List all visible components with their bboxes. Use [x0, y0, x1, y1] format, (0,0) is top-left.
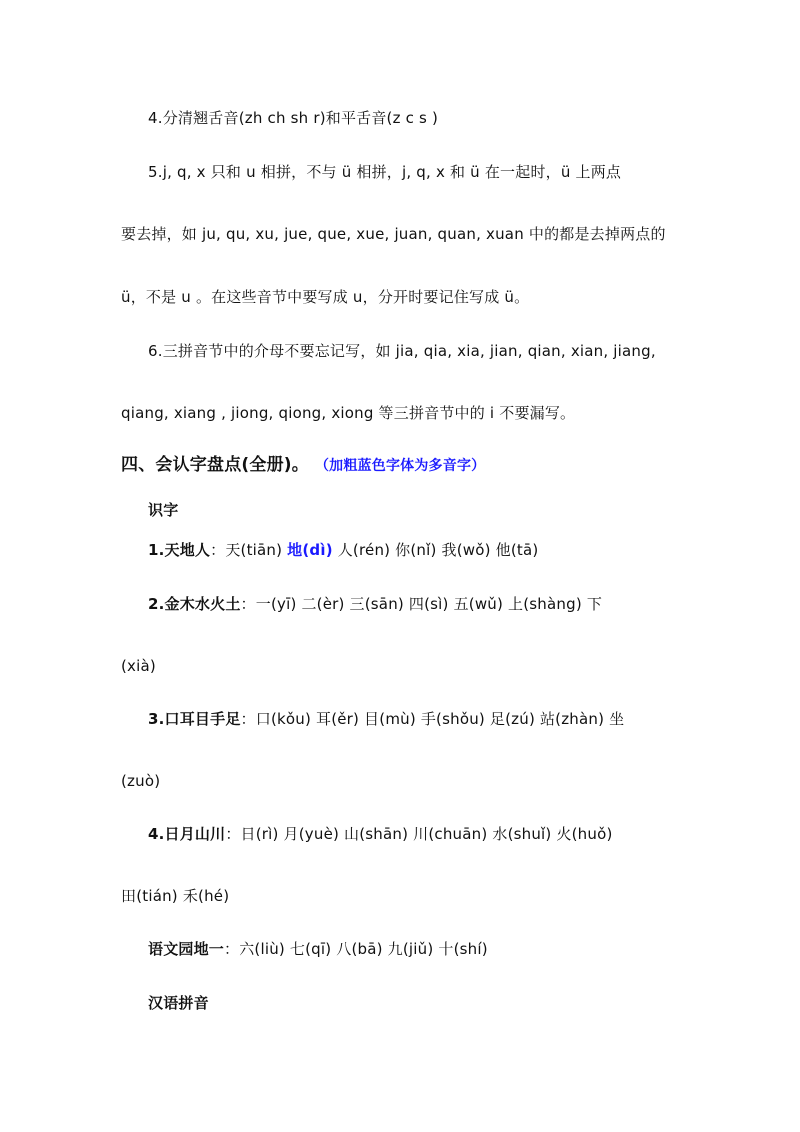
- lesson-1-colon: ：: [210, 541, 226, 559]
- subheading-pinyin: 汉语拼音: [148, 994, 209, 1012]
- lesson-1-text-before: 天(tiān): [225, 541, 288, 559]
- yuwen-yuandi-1-text: 六(liù) 七(qī) 八(bā) 九(jiǔ) 十(shí): [239, 940, 488, 958]
- rule-item-6-line-2: qiang, xiang , jiong, qiong, xiong 等三拼音节中的 i 不要漏写。: [121, 404, 576, 422]
- subheading-shizi: 识字: [148, 501, 179, 519]
- lesson-2-text: 一(yī) 二(èr) 三(sān) 四(sì) 五(wǔ) 上(shàng) 下: [255, 595, 603, 613]
- lesson-1-text-after: 人(rén) 你(nǐ) 我(wǒ) 他(tā): [332, 541, 539, 559]
- lesson-4-row: [148, 824, 613, 844]
- yuwen-yuandi-1-row: [148, 939, 488, 959]
- lesson-2-wrap: (xià): [121, 657, 156, 675]
- lesson-3-row: [148, 709, 624, 729]
- section-4-heading-row: [121, 455, 485, 476]
- lesson-2-row: [148, 594, 602, 614]
- lesson-3-text: 口(kǒu) 耳(ěr) 目(mù) 手(shǒu) 足(zú) 站(zhàn) 坐: [255, 710, 625, 728]
- rule-item-5-line-3: ü，不是 u 。在这些音节中要写成 u，分开时要记住写成 ü。: [121, 288, 530, 306]
- lesson-1-label: 1.天地人: [148, 541, 211, 559]
- lesson-2-label: 2.金木水火土: [148, 595, 241, 613]
- section-heading: 四、会认字盘点(全册)。: [121, 455, 309, 475]
- lesson-1-row: [148, 540, 538, 560]
- lesson-4-wrap: 田(tián) 禾(hé): [121, 887, 230, 905]
- lesson-4-text: 日(rì) 月(yuè) 山(shān) 川(chuān) 水(shuǐ) 火(huǒ): [240, 825, 613, 843]
- lesson-2-colon: ：: [240, 595, 256, 613]
- yuwen-yuandi-1-label: 语文园地一: [148, 940, 225, 958]
- lesson-3-label: 3.口耳目手足: [148, 710, 241, 728]
- lesson-3-wrap: (zuò): [121, 772, 161, 790]
- rule-item-5-line-1: 5.j, q, x 只和 u 相拼，不与 ü 相拼，j, q, x 和 ü 在一起时，ü 上两点: [148, 163, 622, 181]
- rule-item-5-line-2: 要去掉，如 ju, qu, xu, jue, que, xue, juan, quan, xuan 中的都是去掉两点的: [121, 225, 666, 243]
- lesson-4-colon: ：: [225, 825, 241, 843]
- yuwen-yuandi-1-colon: ：: [224, 940, 240, 958]
- lesson-3-colon: ：: [240, 710, 256, 728]
- rule-item-6-line-1: 6.三拼音节中的介母不要忘记写，如 jia, qia, xia, jian, qian, xian, jiang,: [148, 342, 656, 360]
- polyphonic-char-di: 地(dì): [287, 541, 333, 559]
- lesson-4-label: 4.日月山川: [148, 825, 226, 843]
- rule-item-4: 4.分清翘舌音(zh ch sh r)和平舌音(z c s ): [148, 109, 439, 127]
- polyphonic-note: （加粗蓝色字体为多音字）: [314, 458, 486, 474]
